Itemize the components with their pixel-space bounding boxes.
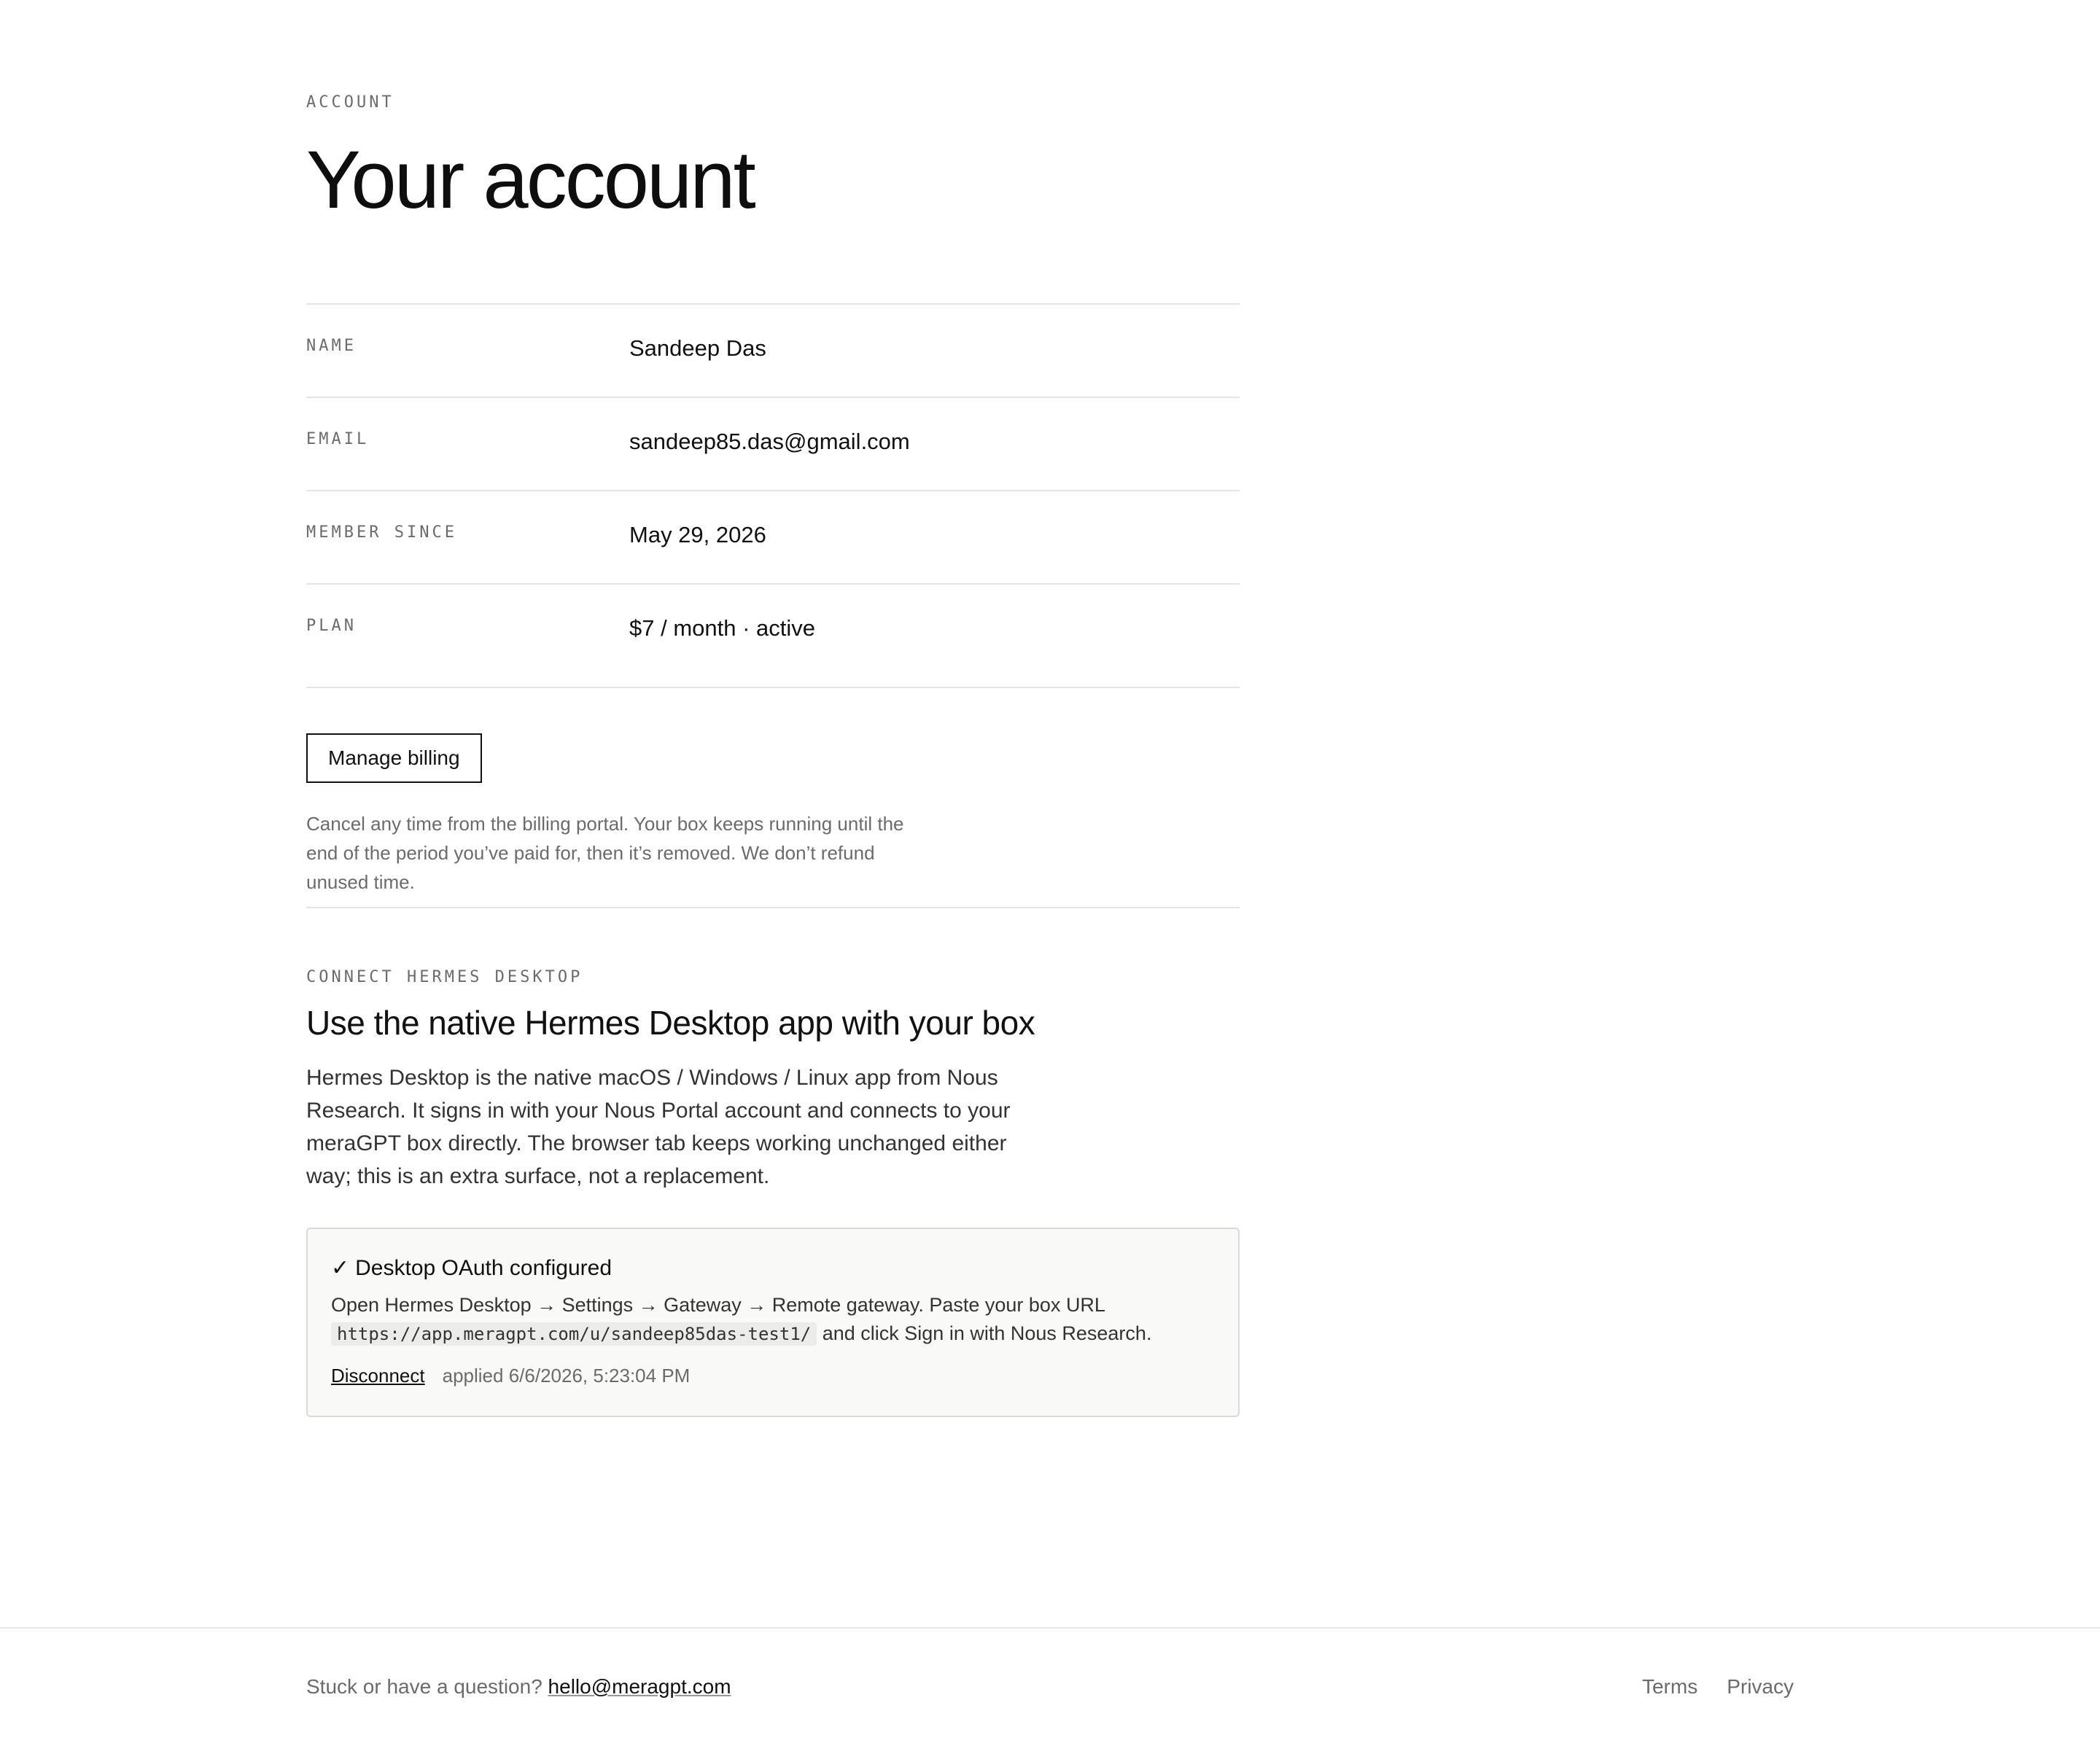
- detail-row-member-since: [306, 491, 1240, 585]
- connect-description: Hermes Desktop is the native macOS / Windows / Linux app from Nous Research. It signs in with your Nous Portal account and connects to your meraGPT box directly. The browser tab keeps working unchanged either way; this is an extra surface, not a replacement.: [306, 1066, 1011, 1188]
- footer-help: [306, 1675, 731, 1699]
- oauth-instructions: [331, 1291, 1215, 1349]
- oauth-status-title: Desktop OAuth configured: [355, 1255, 612, 1280]
- oauth-status-card: [306, 1228, 1240, 1417]
- detail-value: $7 / month · active: [629, 615, 816, 641]
- footer-links: [1642, 1675, 1794, 1699]
- detail-label: NAME: [306, 337, 357, 355]
- detail-row-email: [306, 398, 1240, 491]
- page-footer: [0, 1627, 2100, 1751]
- manage-billing-button[interactable]: Manage billing: [306, 733, 482, 783]
- detail-value: sandeep85.das@gmail.com: [629, 429, 910, 454]
- disconnect-link[interactable]: Disconnect: [331, 1365, 425, 1387]
- account-details: [306, 303, 1240, 688]
- oauth-instructions-text: Open Hermes Desktop → Settings → Gateway → Remote gateway. Paste your box URL: [331, 1294, 1105, 1316]
- applied-timestamp: applied 6/6/2026, 5:23:04 PM: [442, 1365, 691, 1387]
- privacy-link[interactable]: Privacy: [1727, 1675, 1794, 1698]
- terms-link[interactable]: Terms: [1641, 1675, 1698, 1698]
- page-title: Your account: [306, 134, 754, 225]
- footer-email-link[interactable]: hello@meragpt.com: [548, 1675, 731, 1698]
- section-divider: [306, 907, 1240, 908]
- detail-label: EMAIL: [306, 430, 370, 448]
- detail-value: Sandeep Das: [629, 335, 766, 361]
- oauth-instructions-tail: and click Sign in with Nous Research.: [822, 1322, 1152, 1344]
- oauth-status-title-row: [331, 1255, 1215, 1281]
- detail-label: PLAN: [306, 617, 357, 635]
- box-url[interactable]: https://app.meragpt.com/u/sandeep85das-test1/: [331, 1322, 817, 1346]
- footer-question: Stuck or have a question?: [306, 1675, 542, 1698]
- detail-row-name: [306, 305, 1240, 398]
- connect-title: Use the native Hermes Desktop app with your box: [306, 1004, 1035, 1042]
- connect-eyebrow: CONNECT HERMES DESKTOP: [306, 968, 583, 986]
- detail-row-plan: [306, 585, 1240, 688]
- oauth-footer: [331, 1365, 1215, 1387]
- page-eyebrow: ACCOUNT: [306, 93, 394, 112]
- detail-value: May 29, 2026: [629, 522, 766, 547]
- check-icon: ✓: [331, 1256, 350, 1280]
- detail-label: MEMBER SINCE: [306, 523, 457, 542]
- billing-note: Cancel any time from the billing portal. Your box keeps running until the end of the period you’ve paid for, then it’s removed. We don’t refund unused time.: [306, 813, 904, 893]
